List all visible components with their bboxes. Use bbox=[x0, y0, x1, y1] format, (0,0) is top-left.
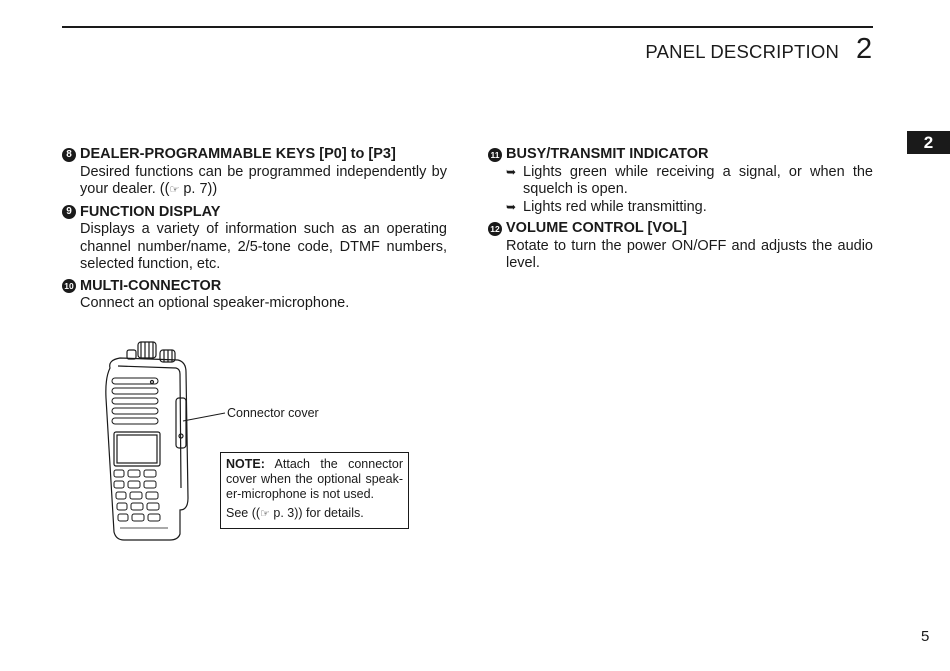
item-heading bbox=[62, 204, 447, 222]
page-number: 5 bbox=[921, 628, 930, 645]
item-heading bbox=[488, 220, 873, 238]
item-multi-connector bbox=[62, 278, 447, 313]
item-title: VOLUME CONTROL [VOL] bbox=[506, 220, 687, 236]
item-number-badge: 9 bbox=[62, 205, 76, 219]
item-number-badge: 8 bbox=[62, 148, 76, 162]
item-title: FUNCTION DISPLAY bbox=[80, 203, 221, 220]
reference-text: See (( bbox=[226, 506, 261, 520]
page-reference[interactable]: p. 3)) for details. bbox=[269, 506, 364, 520]
connector-cover-callout: Connector cover bbox=[227, 406, 319, 420]
item-number-badge: 11 bbox=[488, 148, 502, 162]
display-icon bbox=[114, 432, 160, 466]
item-heading bbox=[488, 146, 873, 164]
pointing-hand-icon: ☞ bbox=[260, 508, 270, 520]
top-rule bbox=[62, 26, 873, 28]
bullet-text: Lights green while receiving a signal, or when the squelch is open. bbox=[523, 163, 873, 197]
volume-knob-icon bbox=[138, 342, 156, 358]
callout-leader-line bbox=[180, 405, 230, 425]
note-box bbox=[220, 452, 409, 529]
item-heading bbox=[62, 146, 447, 164]
note-text bbox=[226, 457, 403, 502]
keypad-icon bbox=[114, 470, 160, 521]
right-column bbox=[488, 146, 873, 277]
bullet-item bbox=[506, 164, 873, 199]
radio-illustration bbox=[100, 338, 200, 543]
note-body: Attach the connector cover when the optional speak-er-microphone is not used. bbox=[226, 457, 403, 501]
item-number-badge: 10 bbox=[62, 279, 76, 293]
arrow-bullet-icon: ➥ bbox=[506, 199, 517, 214]
item-volume-control bbox=[488, 220, 873, 273]
left-column bbox=[62, 146, 447, 317]
item-title: MULTI-CONNECTOR bbox=[80, 277, 222, 294]
item-heading bbox=[62, 278, 447, 296]
item-busy-indicator bbox=[488, 146, 873, 216]
note-label: NOTE: bbox=[226, 457, 265, 471]
item-title: DEALER-PROGRAMMABLE KEYS [P0] to [P3] bbox=[80, 146, 396, 162]
body-text: Desired functions can be programmed independently by your dealer. (( bbox=[80, 163, 447, 197]
item-number-badge: 12 bbox=[488, 222, 502, 236]
bullet-text: Lights red while transmitting. bbox=[523, 198, 707, 215]
pointing-hand-icon: ☞ bbox=[169, 184, 180, 196]
note-reference bbox=[226, 506, 403, 522]
item-description: Rotate to turn the power ON/OFF and adjusts the audio level. bbox=[506, 237, 873, 271]
bullet-item bbox=[506, 199, 873, 217]
item-dealer-keys bbox=[62, 146, 447, 200]
item-function-display bbox=[62, 204, 447, 274]
item-description: Connect an optional speaker-microphone. bbox=[80, 295, 350, 311]
page-reference[interactable]: p. 7)) bbox=[179, 181, 218, 197]
arrow-bullet-icon: ➥ bbox=[506, 164, 517, 179]
speaker-grille-icon bbox=[112, 378, 158, 424]
item-description bbox=[80, 164, 447, 200]
item-title: BUSY/TRANSMIT INDICATOR bbox=[506, 146, 709, 162]
chapter-tab[interactable]: 2 bbox=[907, 131, 950, 154]
item-description: Displays a variety of information such as an operating channel number/name, 2/5-tone code, DTMF numbers, selected function, etc. bbox=[80, 221, 447, 272]
section-title: PANEL DESCRIPTION bbox=[645, 41, 839, 62]
chapter-number: 2 bbox=[856, 33, 873, 65]
